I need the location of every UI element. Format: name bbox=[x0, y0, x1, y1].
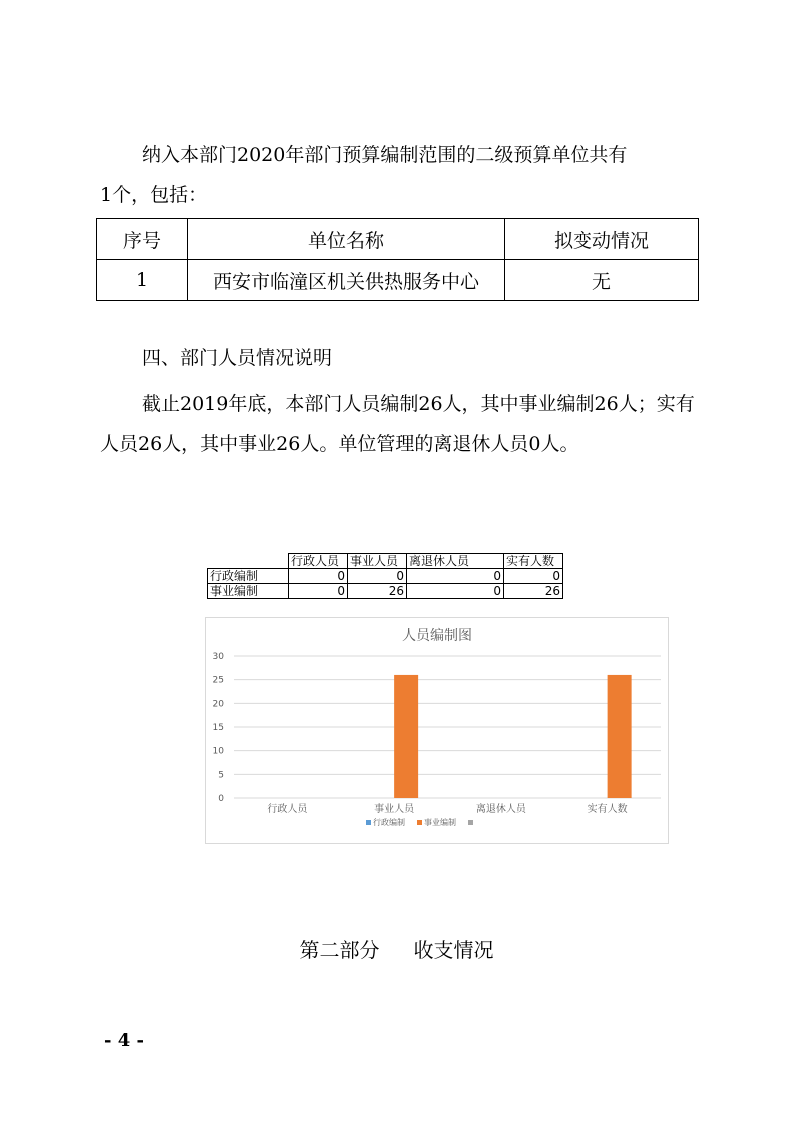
legend-label: 行政编制 bbox=[373, 818, 405, 827]
header-cell: 离退休人员 bbox=[407, 554, 504, 569]
header-cell: 单位名称 bbox=[188, 219, 505, 260]
header-cell: 实有人数 bbox=[504, 554, 563, 569]
table-cell: 26 bbox=[348, 584, 407, 599]
x-tick-label: 离退休人员 bbox=[475, 804, 526, 815]
header-cell bbox=[208, 554, 289, 569]
header-cell: 序号 bbox=[97, 219, 188, 260]
table-row bbox=[208, 584, 563, 599]
intro-line-1: 纳入本部门2020年部门预算编制范围的二级预算单位共有 bbox=[142, 144, 628, 166]
y-tick-label: 0 bbox=[218, 794, 224, 804]
section-4-paragraph: 截止2019年底，本部门人员编制26人，其中事业编制26人；实有人员26人，其中事业26人。单位管理的离退休人员0人。 bbox=[100, 393, 695, 455]
bar bbox=[608, 675, 632, 798]
staffing-chart bbox=[205, 617, 669, 844]
table-cell: 26 bbox=[504, 584, 563, 599]
table-cell: 0 bbox=[407, 569, 504, 584]
y-tick-label: 5 bbox=[218, 770, 224, 781]
y-tick-label: 25 bbox=[212, 675, 224, 686]
chart-canvas bbox=[206, 618, 668, 843]
table-row bbox=[97, 260, 699, 301]
table-cell: 0 bbox=[289, 569, 348, 584]
intro-line-2: 1个，包括： bbox=[100, 184, 208, 206]
legend-swatch bbox=[366, 820, 371, 825]
staff-table bbox=[207, 553, 563, 599]
row-label: 事业编制 bbox=[208, 584, 289, 599]
header-cell: 事业人员 bbox=[348, 554, 407, 569]
table-cell: 0 bbox=[348, 569, 407, 584]
table-cell: 西安市临潼区机关供热服务中心 bbox=[188, 260, 505, 301]
x-tick-label: 事业人员 bbox=[374, 804, 415, 815]
header-cell: 拟变动情况 bbox=[505, 219, 699, 260]
table-cell: 0 bbox=[407, 584, 504, 599]
page-number: - 4 - bbox=[104, 1030, 144, 1051]
y-tick-label: 15 bbox=[212, 723, 224, 733]
table-cell: 0 bbox=[504, 569, 563, 584]
x-tick-label: 实有人数 bbox=[587, 804, 628, 815]
y-tick-label: 20 bbox=[212, 699, 224, 710]
table-cell: 0 bbox=[289, 584, 348, 599]
legend-swatch bbox=[468, 820, 473, 825]
table-row bbox=[208, 569, 563, 584]
legend-swatch bbox=[417, 820, 422, 825]
y-tick-label: 10 bbox=[212, 746, 224, 757]
part-2-heading bbox=[0, 934, 793, 963]
legend-label: 事业编制 bbox=[424, 818, 456, 827]
part-2-label: 第二部分 bbox=[299, 938, 380, 962]
units-table bbox=[96, 218, 699, 301]
table-cell: 1 bbox=[97, 260, 188, 301]
part-2-title: 收支情况 bbox=[413, 938, 494, 962]
row-label: 行政编制 bbox=[208, 569, 289, 584]
section-4-title: 四、部门人员情况说明 bbox=[142, 347, 333, 369]
x-tick-label: 行政人员 bbox=[267, 804, 308, 815]
staff-table-header bbox=[208, 554, 563, 569]
header-cell: 行政人员 bbox=[289, 554, 348, 569]
chart-title: 人员编制图 bbox=[402, 628, 472, 644]
y-tick-label: 30 bbox=[212, 652, 224, 662]
units-table-header bbox=[97, 219, 699, 260]
bar bbox=[394, 675, 418, 798]
table-cell: 无 bbox=[505, 260, 699, 301]
